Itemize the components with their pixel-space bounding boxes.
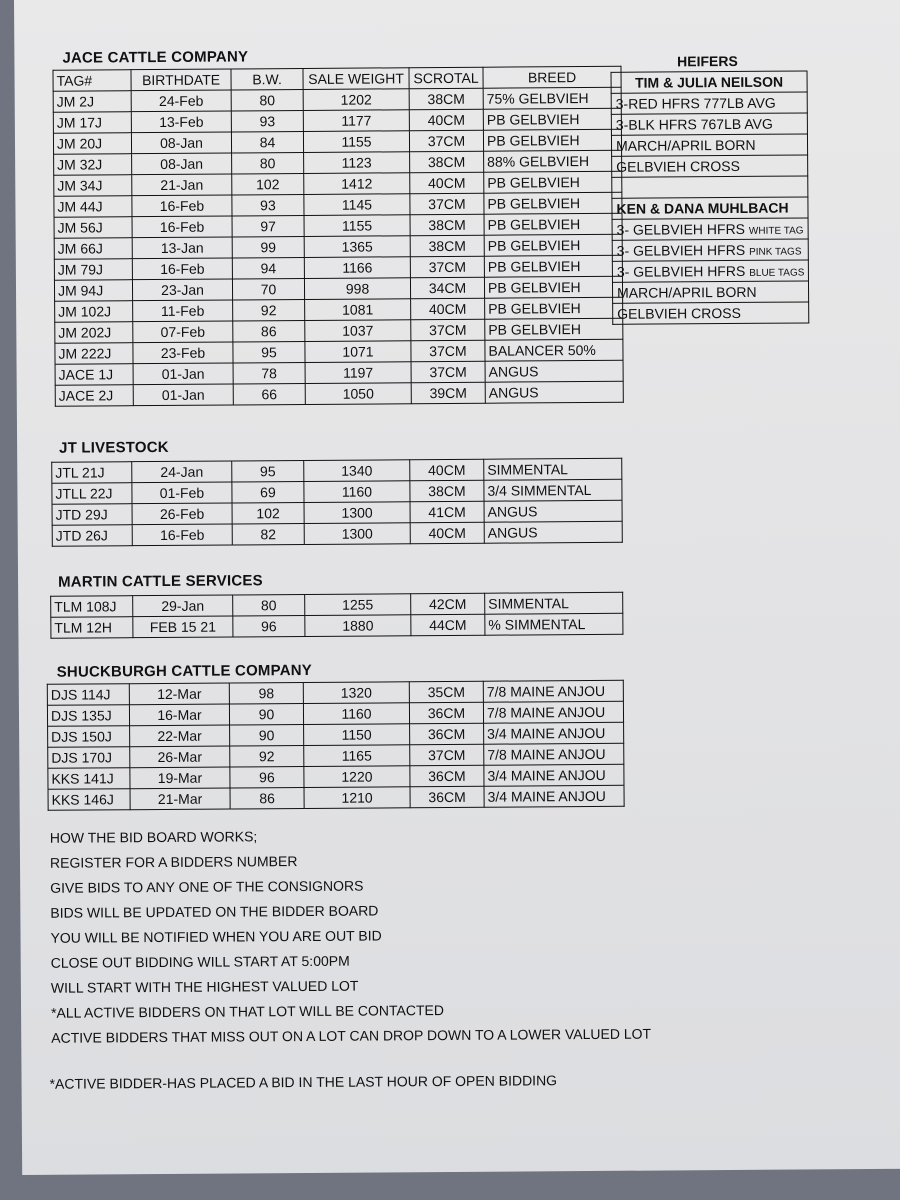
- list-item: [611, 113, 807, 135]
- list-item: [612, 260, 808, 282]
- bw-cell: 90: [229, 703, 303, 725]
- heifers-table: [611, 70, 810, 324]
- scrotal-cell: 41CM: [410, 501, 484, 523]
- tag-cell: TLM 108J: [51, 596, 133, 618]
- list-item: [613, 302, 809, 324]
- header-tag: TAG#: [53, 70, 131, 92]
- heifer-text: 3- GELBVIEH HFRS: [616, 220, 746, 238]
- breed-cell: PB GELBVIEH: [484, 276, 622, 298]
- sale-weight-cell: 1165: [304, 745, 410, 767]
- birthdate-cell: 23-Feb: [133, 342, 233, 364]
- header-bw: B.W.: [231, 68, 303, 90]
- sale-weight-cell: 1150: [304, 724, 410, 746]
- birthdate-cell: 21-Mar: [130, 788, 230, 810]
- jt-livestock-table: [51, 458, 623, 547]
- scrotal-cell: 40CM: [409, 109, 483, 131]
- list-item: [612, 176, 808, 198]
- header-birthdate: BIRTHDATE: [131, 69, 231, 91]
- breed-cell: 3/4 SIMMENTAL: [484, 479, 622, 501]
- birthdate-cell: 01-Jan: [133, 363, 233, 385]
- sale-weight-cell: 1340: [304, 460, 410, 482]
- tag-cell: JTLL 22J: [52, 483, 132, 505]
- tag-cell: JM 56J: [54, 217, 132, 239]
- bw-cell: 95: [232, 460, 304, 482]
- sale-weight-cell: 1145: [304, 194, 410, 216]
- tag-cell: KKS 146J: [48, 789, 130, 811]
- tag-cell: JACE 1J: [55, 364, 133, 386]
- tag-color-note: WHITE TAG: [748, 225, 804, 237]
- bw-cell: 70: [232, 278, 304, 300]
- note-line: ACTIVE BIDDERS THAT MISS OUT ON A LOT CAN DROP DOWN TO A LOWER VALUED LOT: [51, 1025, 652, 1046]
- bw-cell: 80: [232, 152, 304, 174]
- breed-cell: PB GELBVIEH: [485, 318, 623, 340]
- scrotal-cell: 40CM: [410, 172, 484, 194]
- bw-cell: 82: [232, 523, 304, 545]
- sale-weight-cell: 1050: [305, 383, 411, 405]
- tag-cell: JM 202J: [55, 322, 133, 344]
- bw-cell: 84: [231, 131, 303, 153]
- birthdate-cell: 16-Mar: [129, 704, 229, 726]
- header-breed: BREED: [483, 66, 621, 88]
- bw-cell: 98: [229, 682, 303, 704]
- scrotal-cell: 40CM: [410, 522, 484, 544]
- scrotal-cell: 35CM: [409, 681, 483, 703]
- sale-weight-cell: 1300: [304, 502, 410, 524]
- sale-weight-cell: 1160: [304, 481, 410, 503]
- tag-color-note: PINK TAGS: [749, 246, 802, 258]
- bw-cell: 90: [230, 724, 304, 746]
- document-page: [14, 0, 900, 1175]
- note-line: BIDS WILL BE UPDATED ON THE BIDDER BOARD: [50, 902, 379, 921]
- tag-cell: JTL 21J: [52, 462, 132, 484]
- tag-cell: JM 222J: [55, 343, 133, 365]
- bw-cell: 69: [232, 481, 304, 503]
- tag-cell: DJS 135J: [47, 705, 129, 727]
- bid-board-instructions: [50, 822, 651, 1051]
- heifer-detail: [611, 113, 807, 135]
- breed-cell: 3/4 MAINE ANJOU: [484, 785, 624, 807]
- sale-weight-cell: 998: [304, 278, 410, 300]
- jace-cattle-table: [52, 66, 623, 407]
- birthdate-cell: 01-Feb: [132, 482, 232, 504]
- birthdate-cell: 29-Jan: [133, 595, 233, 617]
- bw-cell: 78: [233, 362, 305, 384]
- heifers-title: HEIFERS: [677, 52, 738, 70]
- shuckburgh-cattle-table: [47, 680, 625, 811]
- sale-weight-cell: 1123: [304, 152, 410, 174]
- bw-cell: 80: [231, 89, 303, 111]
- heifer-text: GELBVIEH CROSS: [616, 157, 740, 175]
- sale-weight-cell: 1412: [304, 173, 410, 195]
- heifer-text: 3-BLK HFRS 767LB AVG: [615, 115, 773, 133]
- birthdate-cell: 01-Jan: [133, 384, 233, 406]
- note-line: CLOSE OUT BIDDING WILL START AT 5:00PM: [50, 952, 350, 971]
- bw-cell: 66: [233, 383, 305, 405]
- sale-weight-cell: 1166: [304, 257, 410, 279]
- sale-weight-cell: 1160: [303, 703, 409, 725]
- martin-section-title: MARTIN CATTLE SERVICES: [58, 572, 263, 591]
- sale-weight-cell: 1202: [303, 89, 409, 111]
- note-line: WILL START WITH THE HIGHEST VALUED LOT: [50, 977, 359, 996]
- heifer-text: 3- GELBVIEH HFRS: [616, 262, 746, 280]
- tag-cell: JM 17J: [53, 112, 131, 134]
- sale-weight-cell: 1220: [304, 766, 410, 788]
- breed-cell: SIMMENTAL: [485, 592, 623, 614]
- tag-cell: JACE 2J: [55, 385, 133, 407]
- list-item: [611, 134, 807, 156]
- scrotal-cell: 37CM: [410, 744, 484, 766]
- scrotal-cell: 38CM: [410, 214, 484, 236]
- list-item: [612, 197, 808, 219]
- bw-cell: 93: [232, 194, 304, 216]
- bw-cell: 92: [233, 299, 305, 321]
- scrotal-cell: 38CM: [409, 88, 483, 110]
- breed-cell: 3/4 MAINE ANJOU: [484, 722, 624, 744]
- heifer-detail: [612, 239, 808, 261]
- tag-cell: JM 79J: [54, 259, 132, 281]
- heifer-text: KEN & DANA MUHLBACH: [616, 199, 789, 217]
- scrotal-cell: 37CM: [411, 361, 485, 383]
- heifer-text: TIM & JULIA NEILSON: [635, 73, 784, 91]
- birthdate-cell: 07-Feb: [133, 321, 233, 343]
- sale-weight-cell: 1071: [305, 341, 411, 363]
- sale-weight-cell: 1037: [305, 320, 411, 342]
- sale-weight-cell: 1155: [303, 131, 409, 153]
- sale-weight-cell: 1365: [304, 236, 410, 258]
- scrotal-cell: 40CM: [410, 459, 484, 481]
- bw-cell: 94: [232, 257, 304, 279]
- tag-cell: JTD 29J: [52, 504, 132, 526]
- sale-weight-cell: 1255: [305, 594, 411, 616]
- birthdate-cell: 13-Feb: [131, 111, 231, 133]
- tag-cell: TLM 12H: [51, 617, 133, 639]
- birthdate-cell: 26-Mar: [130, 746, 230, 768]
- header-scrotal: SCROTAL: [409, 67, 483, 89]
- birthdate-cell: 19-Mar: [130, 767, 230, 789]
- tag-cell: JM 44J: [54, 196, 132, 218]
- heifer-detail: [612, 218, 808, 240]
- birthdate-cell: 11-Feb: [133, 300, 233, 322]
- birthdate-cell: 22-Mar: [130, 725, 230, 747]
- scrotal-cell: 38CM: [410, 480, 484, 502]
- note-line: *ALL ACTIVE BIDDERS ON THAT LOT WILL BE CONTACTED: [51, 1002, 444, 1021]
- heifer-detail: [612, 155, 808, 177]
- sale-weight-cell: 1320: [303, 682, 409, 704]
- bw-cell: 96: [230, 766, 304, 788]
- birthdate-cell: FEB 15 21: [133, 616, 233, 638]
- sale-weight-cell: 1197: [305, 362, 411, 384]
- bw-cell: 86: [233, 320, 305, 342]
- tag-color-note: BLUE TAGS: [749, 267, 805, 279]
- sale-weight-cell: 1210: [304, 787, 410, 809]
- note-line: HOW THE BID BOARD WORKS;: [49, 828, 258, 846]
- table-row: [48, 785, 624, 810]
- heifer-text: MARCH/APRIL BORN: [617, 283, 757, 301]
- scrotal-cell: 36CM: [410, 786, 484, 808]
- tag-cell: DJS 170J: [48, 747, 130, 769]
- breed-cell: PB GELBVIEH: [484, 171, 622, 193]
- scrotal-cell: 37CM: [411, 340, 485, 362]
- tag-cell: JM 2J: [53, 91, 131, 113]
- scrotal-cell: 37CM: [411, 319, 485, 341]
- breed-cell: PB GELBVIEH: [484, 255, 622, 277]
- scrotal-cell: 44CM: [411, 614, 485, 636]
- bw-cell: 97: [232, 215, 304, 237]
- scrotal-cell: 38CM: [410, 151, 484, 173]
- birthdate-cell: 16-Feb: [132, 524, 232, 546]
- breed-cell: 7/8 MAINE ANJOU: [484, 743, 624, 765]
- breed-cell: 7/8 MAINE ANJOU: [483, 701, 623, 723]
- heifer-text: 3-RED HFRS 777LB AVG: [615, 94, 776, 112]
- heifer-detail: [611, 92, 807, 114]
- martin-cattle-table: [50, 592, 623, 639]
- list-item: [612, 155, 808, 177]
- tag-cell: DJS 114J: [47, 684, 129, 706]
- list-item: [612, 239, 808, 261]
- breed-cell: SIMMENTAL: [484, 458, 622, 480]
- bw-cell: 102: [232, 173, 304, 195]
- breed-cell: % SIMMENTAL: [485, 613, 623, 635]
- birthdate-cell: 21-Jan: [132, 174, 232, 196]
- scrotal-cell: 34CM: [410, 277, 484, 299]
- active-bidder-footnote: *ACTIVE BIDDER-HAS PLACED A BID IN THE LAST HOUR OF OPEN BIDDING: [49, 1072, 558, 1092]
- tag-cell: JM 102J: [55, 301, 133, 323]
- shuck-section-title: SHUCKBURGH CATTLE COMPANY: [56, 661, 313, 681]
- jace-section-title: JACE CATTLE COMPANY: [62, 48, 249, 67]
- heifer-detail: [613, 302, 809, 324]
- heifer-text: MARCH/APRIL BORN: [615, 136, 756, 154]
- jt-section-title: JT LIVESTOCK: [59, 438, 169, 457]
- tag-cell: JM 94J: [54, 280, 132, 302]
- breed-cell: PB GELBVIEH: [484, 213, 622, 235]
- scrotal-cell: 39CM: [411, 382, 485, 404]
- list-item: [611, 92, 807, 114]
- scrotal-cell: 38CM: [410, 235, 484, 257]
- sale-weight-cell: 1155: [304, 215, 410, 237]
- bw-cell: 95: [233, 341, 305, 363]
- scrotal-cell: 36CM: [410, 765, 484, 787]
- breed-cell: 3/4 MAINE ANJOU: [484, 764, 624, 786]
- table-row: [55, 381, 623, 406]
- tag-cell: JM 20J: [53, 133, 131, 155]
- list-item: [612, 281, 808, 303]
- heifer-consignor-name: [612, 197, 808, 219]
- breed-cell: 75% GELBVIEH: [483, 87, 621, 109]
- breed-cell: PB GELBVIEH: [484, 234, 622, 256]
- birthdate-cell: 26-Feb: [132, 503, 232, 525]
- sale-weight-cell: 1300: [304, 523, 410, 545]
- heifer-text: 3- GELBVIEH HFRS: [616, 241, 746, 259]
- breed-cell: PB GELBVIEH: [483, 129, 621, 151]
- breed-cell: ANGUS: [485, 360, 623, 382]
- breed-cell: BALANCER 50%: [485, 339, 623, 361]
- breed-cell: ANGUS: [484, 500, 622, 522]
- list-item: [612, 218, 808, 240]
- breed-cell: 88% GELBVIEH: [484, 150, 622, 172]
- scrotal-cell: 37CM: [410, 193, 484, 215]
- table-row: [52, 521, 622, 546]
- birthdate-cell: 16-Feb: [132, 195, 232, 217]
- sale-weight-cell: 1081: [305, 299, 411, 321]
- scrotal-cell: 40CM: [411, 298, 485, 320]
- birthdate-cell: 08-Jan: [132, 153, 232, 175]
- bw-cell: 93: [231, 110, 303, 132]
- bw-cell: 86: [230, 787, 304, 809]
- heifer-detail: [612, 176, 808, 198]
- birthdate-cell: 16-Feb: [132, 258, 232, 280]
- list-item: [611, 71, 807, 93]
- bw-cell: 80: [233, 594, 305, 616]
- scrotal-cell: 37CM: [410, 256, 484, 278]
- tag-cell: JTD 26J: [52, 525, 132, 547]
- heifer-detail: [612, 260, 808, 282]
- note-line: YOU WILL BE NOTIFIED WHEN YOU ARE OUT BID: [50, 927, 382, 946]
- tag-cell: JM 66J: [54, 238, 132, 260]
- breed-cell: ANGUS: [485, 381, 623, 403]
- heifer-text: GELBVIEH CROSS: [617, 304, 741, 322]
- bw-cell: 102: [232, 502, 304, 524]
- scrotal-cell: 37CM: [409, 130, 483, 152]
- birthdate-cell: 08-Jan: [131, 132, 231, 154]
- heifer-detail: [612, 281, 808, 303]
- heifer-consignor-name: [611, 71, 807, 93]
- breed-cell: 7/8 MAINE ANJOU: [483, 680, 623, 702]
- tag-cell: JM 34J: [54, 175, 132, 197]
- sale-weight-cell: 1177: [303, 110, 409, 132]
- birthdate-cell: 13-Jan: [132, 237, 232, 259]
- header-sale-weight: SALE WEIGHT: [303, 68, 409, 90]
- bw-cell: 96: [233, 615, 305, 637]
- note-line: REGISTER FOR A BIDDERS NUMBER: [49, 853, 298, 871]
- tag-cell: KKS 141J: [48, 768, 130, 790]
- note-line: GIVE BIDS TO ANY ONE OF THE CONSIGNORS: [50, 877, 364, 896]
- breed-cell: PB GELBVIEH: [484, 192, 622, 214]
- scrotal-cell: 36CM: [410, 723, 484, 745]
- tag-cell: DJS 150J: [48, 726, 130, 748]
- birthdate-cell: 24-Jan: [132, 461, 232, 483]
- scrotal-cell: 42CM: [411, 593, 485, 615]
- birthdate-cell: 24-Feb: [131, 90, 231, 112]
- birthdate-cell: 12-Mar: [129, 683, 229, 705]
- bw-cell: 99: [232, 236, 304, 258]
- breed-cell: PB GELBVIEH: [483, 108, 621, 130]
- breed-cell: ANGUS: [484, 521, 622, 543]
- breed-cell: PB GELBVIEH: [485, 297, 623, 319]
- heifer-detail: [611, 134, 807, 156]
- birthdate-cell: 16-Feb: [132, 216, 232, 238]
- scrotal-cell: 36CM: [409, 702, 483, 724]
- birthdate-cell: 23-Jan: [132, 279, 232, 301]
- table-row: [51, 613, 623, 638]
- bw-cell: 92: [230, 745, 304, 767]
- sale-weight-cell: 1880: [305, 615, 411, 637]
- tag-cell: JM 32J: [54, 154, 132, 176]
